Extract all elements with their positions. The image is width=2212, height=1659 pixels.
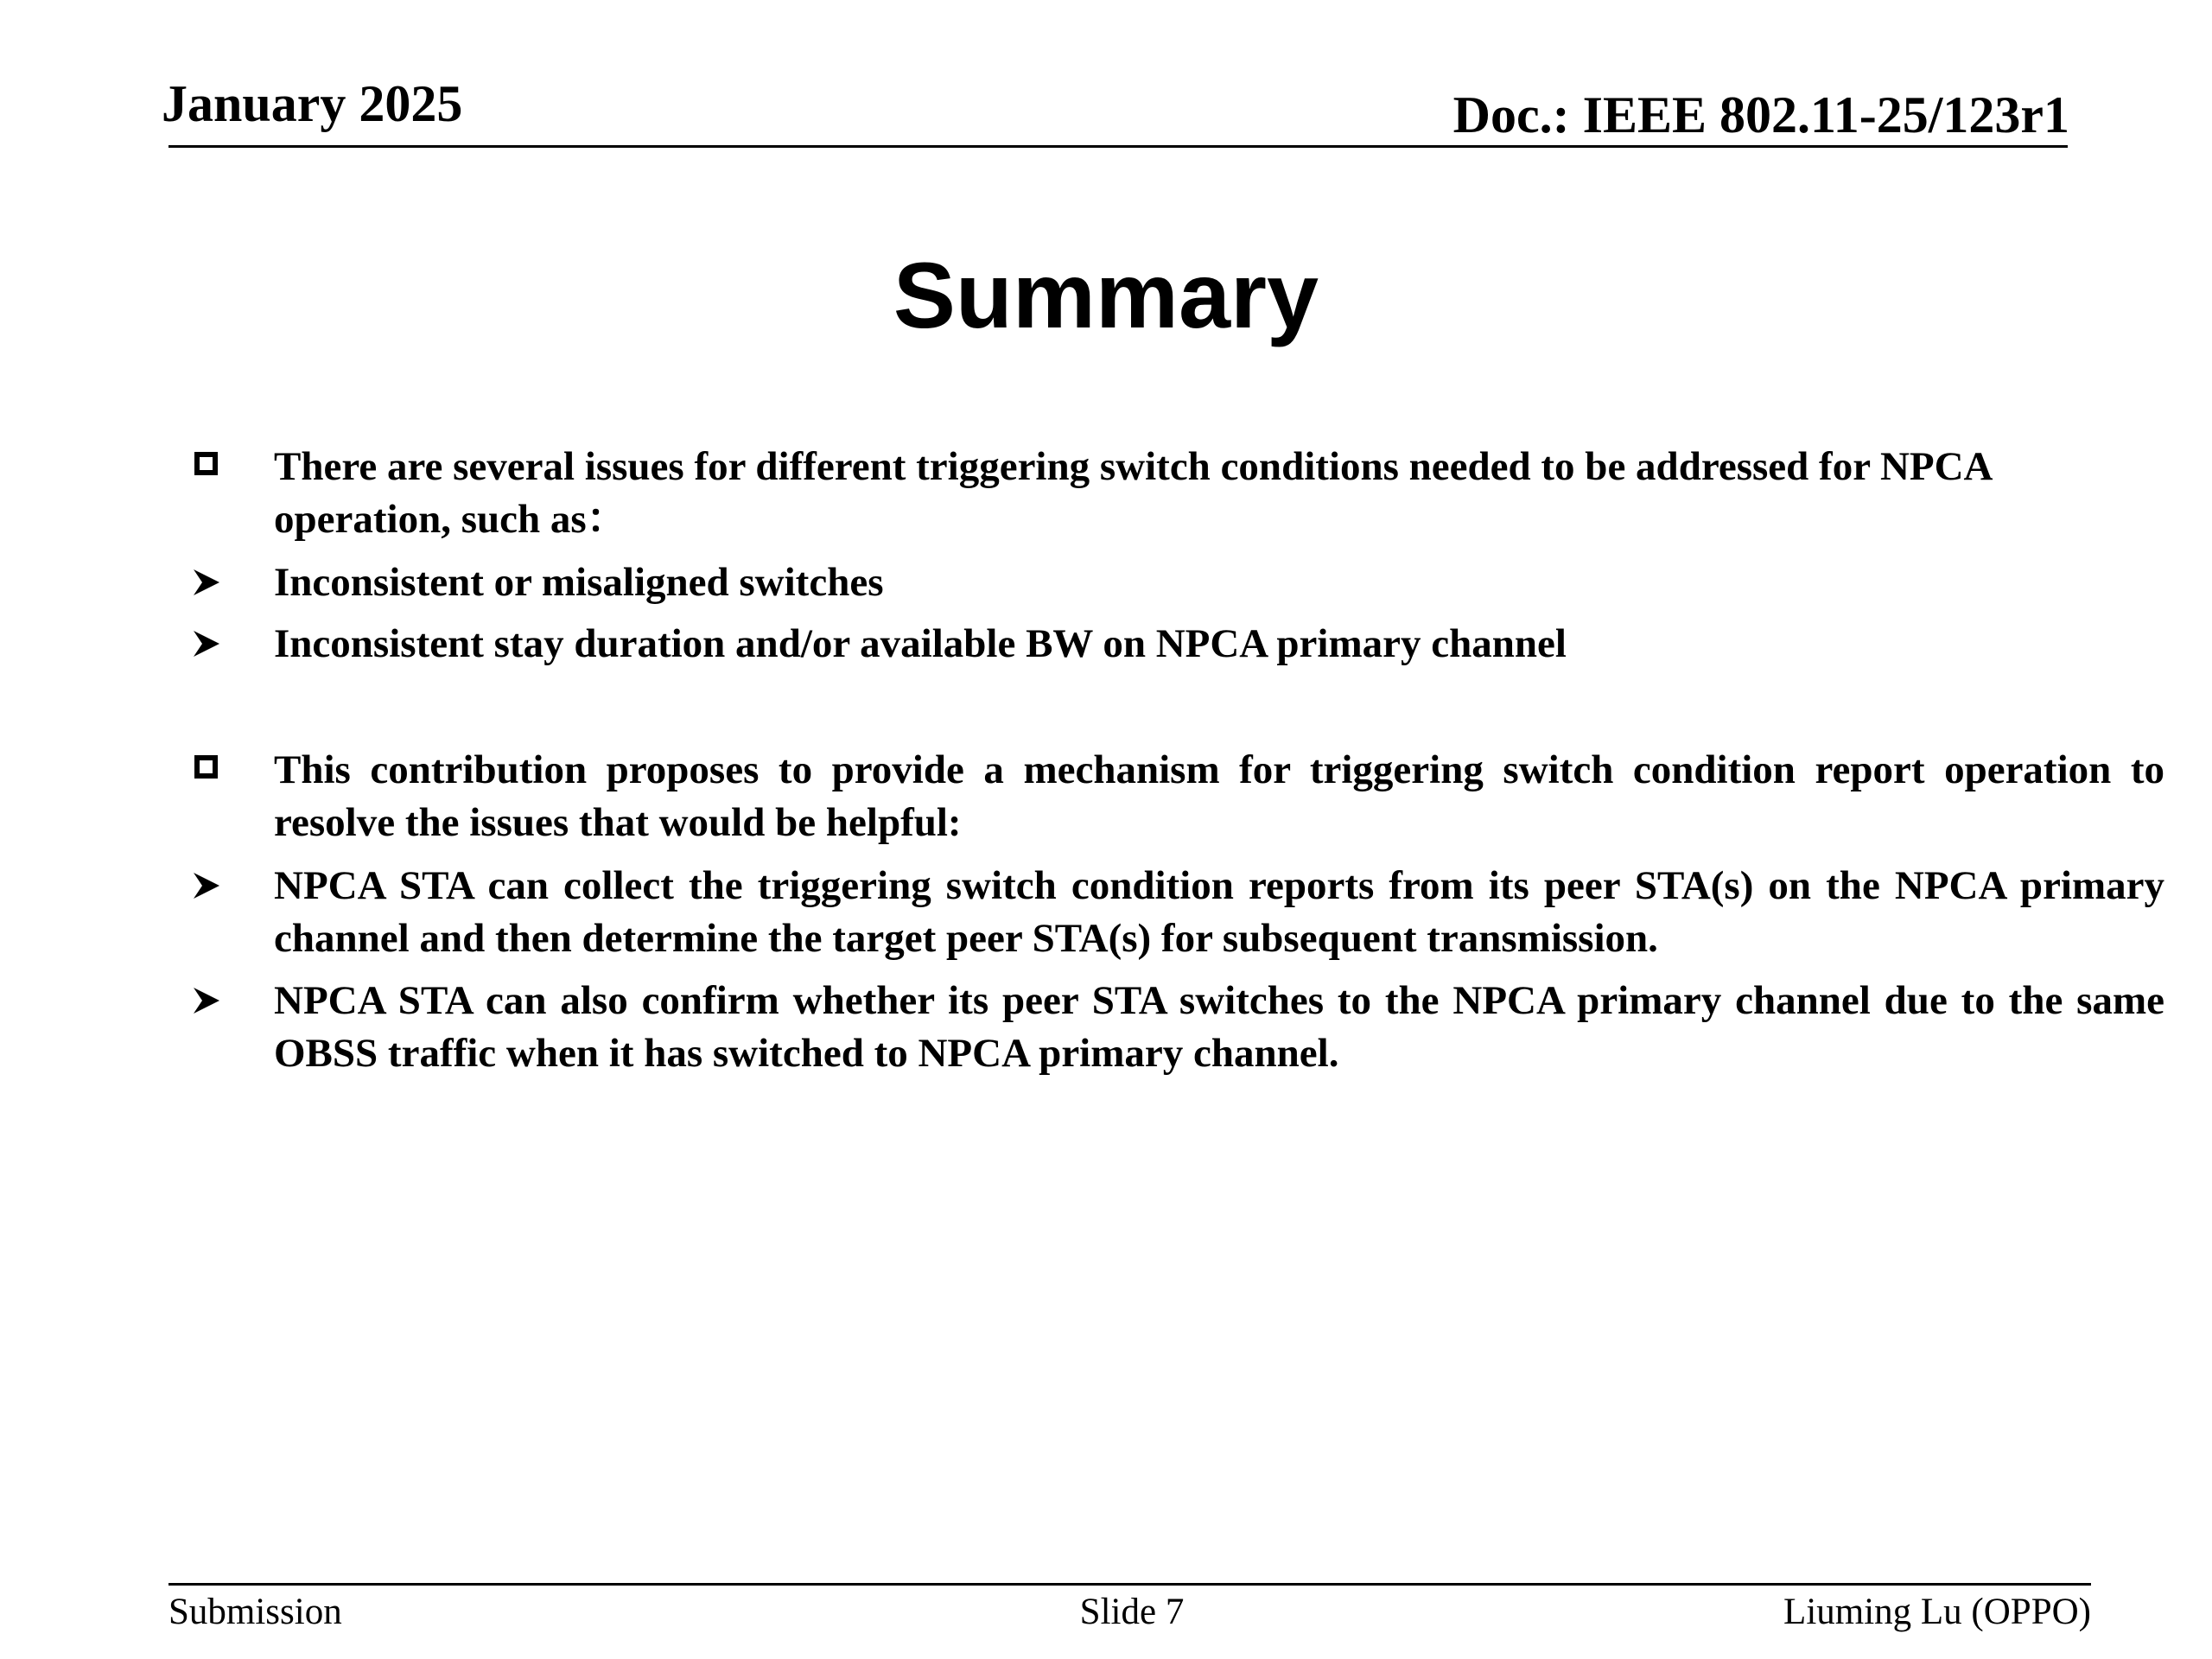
bullet-item: Inconsistent stay duration and/or available BW on NPCA primary channel bbox=[274, 621, 1567, 666]
footer-divider bbox=[168, 1583, 2091, 1586]
slide-title: Summary bbox=[893, 243, 1319, 347]
bullet-item: There are several issues for different triggering switch conditions needed to be addressed for NPCA operation, such as： bbox=[274, 444, 1991, 542]
footer-slide-number: Slide 7 bbox=[1079, 1592, 1185, 1632]
footer-author: Liuming Lu (OPPO) bbox=[1783, 1592, 2091, 1632]
square-bullet-icon bbox=[194, 452, 218, 475]
arrow-bullet-icon bbox=[192, 871, 221, 900]
footer-submission: Submission bbox=[168, 1592, 342, 1632]
header-date: January 2025 bbox=[162, 75, 463, 132]
bullet-item: This contribution proposes to provide a mechanism for triggering switch condition report operation to resolve the issues that would be helpful: bbox=[274, 747, 2164, 845]
bullet-item: NPCA STA can collect the triggering switch condition reports from its peer STA(s) on the NPCA primary channel and then determine the target peer STA(s) for subsequent transmission. bbox=[274, 863, 2164, 961]
bullet-item: Inconsistent or misaligned switches bbox=[274, 560, 884, 605]
arrow-bullet-icon bbox=[192, 568, 221, 597]
arrow-bullet-icon bbox=[192, 986, 221, 1015]
bullet-item: NPCA STA can also confirm whether its peer STA switches to the NPCA primary channel due to the same OBSS traffic when it has switched to NPCA primary channel. bbox=[274, 978, 2164, 1076]
header-doc-id: Doc.: IEEE 802.11-25/123r1 bbox=[1452, 86, 2069, 143]
header-divider bbox=[168, 145, 2068, 148]
square-bullet-icon bbox=[194, 755, 218, 779]
arrow-bullet-icon bbox=[192, 629, 221, 658]
